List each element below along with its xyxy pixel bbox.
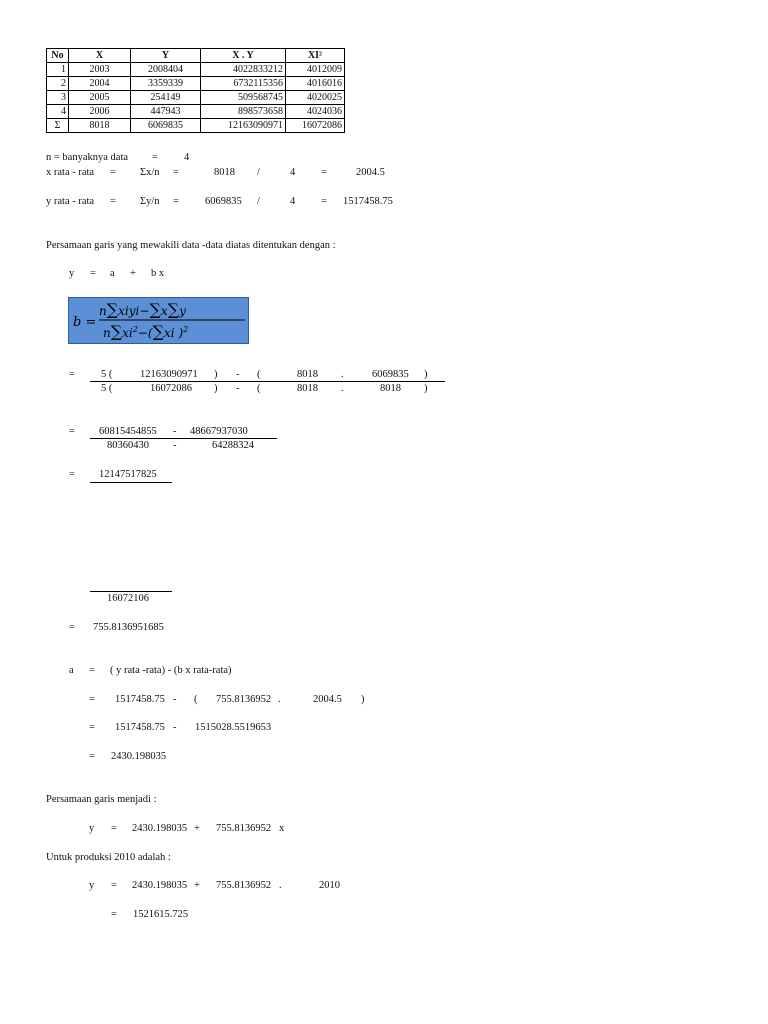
step1-den-end: )	[424, 383, 428, 394]
cell-y-total: 6069835	[131, 119, 201, 133]
step1-den-minus: -	[236, 383, 240, 394]
ybar-div: /	[257, 196, 260, 207]
model-eq: =	[90, 268, 96, 279]
step1-num-minus: -	[236, 369, 240, 380]
cell-no: 4	[47, 105, 69, 119]
final-a: 2430.198035	[132, 823, 188, 834]
slope-formula-graphic	[69, 298, 248, 343]
header-no: No	[47, 49, 69, 63]
model-a: a	[110, 268, 115, 279]
final-eq: =	[111, 823, 117, 834]
table-row	[47, 105, 345, 119]
a-l1-open: (	[194, 694, 198, 705]
ybar-eq2: =	[173, 196, 179, 207]
ybar-label: y rata - rata	[46, 196, 95, 207]
step2-den-b: 64288324	[212, 440, 254, 451]
xbar-result: 2004.5	[356, 167, 385, 178]
prod-eq: =	[111, 880, 117, 891]
n-equals: =	[152, 152, 158, 163]
step1-den-five: 5 (	[101, 383, 113, 394]
a-l1-dot: .	[278, 694, 281, 705]
a-l2-minus: -	[173, 722, 177, 733]
cell-x-total: 8018	[69, 119, 131, 133]
a-l1-eq: =	[89, 694, 95, 705]
header-x: X	[69, 49, 131, 63]
cell-xy-total: 12163090971	[201, 119, 286, 133]
xbar-num: 8018	[214, 167, 235, 178]
prod-title: Untuk produksi 2010 adalah :	[46, 852, 171, 863]
step2-fraction-bar	[90, 438, 277, 439]
a-expr: ( y rata -rata) - (b x rata-rata)	[110, 665, 232, 676]
cell-sigma: Σ	[47, 119, 69, 133]
step2-num-b: 48667937030	[190, 426, 248, 437]
a-l2-v1: 1517458.75	[115, 722, 165, 733]
step2-eq: =	[69, 426, 75, 437]
table-row	[47, 91, 345, 105]
xbar-formula: Ʃx/n	[140, 167, 160, 178]
cell-no: 3	[47, 91, 69, 105]
step1-num-end: )	[424, 369, 428, 380]
ybar-num: 6069835	[205, 196, 242, 207]
formula-numerator: n∑xiyi−∑x∑y	[99, 300, 186, 319]
step1-den-x: 8018	[297, 383, 318, 394]
step1-num-open: (	[257, 369, 261, 380]
xbar-eq2: =	[173, 167, 179, 178]
b-result-value: 755.8136951685	[93, 622, 164, 633]
step1-num-close: )	[214, 369, 218, 380]
prod-y: y	[89, 880, 95, 891]
final-title: Persamaan garis menjadi :	[46, 794, 157, 805]
cell-no: 2	[47, 77, 69, 91]
cell-x2: 4024036	[286, 105, 345, 119]
cell-xy: 898573658	[201, 105, 286, 119]
a-l2-eq: =	[89, 722, 95, 733]
step2-den-minus: -	[173, 440, 177, 451]
formula-denominator: $n\sum xi^2-(\sum xi$ )$^2$	[103, 322, 189, 341]
a-l1-v2: 755.8136952	[216, 694, 272, 705]
xbar-eq3: =	[321, 167, 327, 178]
step2-num-a: 60815454855	[99, 426, 157, 437]
step1-num-y: 6069835	[372, 369, 409, 380]
step3-eq: =	[69, 469, 75, 480]
prod-result-value: 1521615.725	[133, 909, 189, 920]
a-l3-v1: 2430.198035	[111, 751, 167, 762]
formula-lhs: b =	[73, 315, 97, 330]
a-eq: =	[89, 665, 95, 676]
xbar-eq1: =	[110, 167, 116, 178]
prod-plus: +	[194, 880, 200, 891]
cell-x2: 4020025	[286, 91, 345, 105]
final-y: y	[89, 823, 95, 834]
step1-num-xy: 12163090971	[140, 369, 198, 380]
step1-den-x-b: 8018	[380, 383, 401, 394]
prod-b: 755.8136952	[216, 880, 272, 891]
step1-num-dot: .	[341, 369, 344, 380]
prod-x: 2010	[319, 880, 340, 891]
cell-xy: 509568745	[201, 91, 286, 105]
cell-y: 254149	[131, 91, 201, 105]
ybar-eq1: =	[110, 196, 116, 207]
step1-num-x: 8018	[297, 369, 318, 380]
final-x: x	[279, 823, 285, 834]
step3-den: 16072106	[107, 593, 149, 604]
a-l1-v3: 2004.5	[313, 694, 342, 705]
prod-a: 2430.198035	[132, 880, 188, 891]
b-result-eq: =	[69, 622, 75, 633]
ybar-result: 1517458.75	[343, 196, 393, 207]
a-l3-eq: =	[89, 751, 95, 762]
xbar-label: x rata - rata	[46, 167, 95, 178]
cell-no: 1	[47, 63, 69, 77]
step1-den-close: )	[214, 383, 218, 394]
xbar-div: /	[257, 167, 260, 178]
prod-result-eq: =	[111, 909, 117, 920]
cell-x: 2005	[69, 91, 131, 105]
header-y: Y	[131, 49, 201, 63]
model-bx: b x	[151, 268, 165, 279]
xbar-den: 4	[290, 167, 296, 178]
model-y: y	[69, 268, 75, 279]
final-plus: +	[194, 823, 200, 834]
a-label: a	[69, 665, 74, 676]
final-b: 755.8136952	[216, 823, 272, 834]
n-value: 4	[184, 152, 190, 163]
cell-y: 447943	[131, 105, 201, 119]
model-plus: +	[130, 268, 136, 279]
step1-fraction-bar	[90, 381, 445, 382]
cell-xy: 4022833212	[201, 63, 286, 77]
cell-xy: 6732115356	[201, 77, 286, 91]
cell-x2: 4012009	[286, 63, 345, 77]
cell-x2: 4016016	[286, 77, 345, 91]
cell-y: 3359339	[131, 77, 201, 91]
ybar-formula: Ʃy/n	[140, 196, 160, 207]
a-l1-minus: -	[173, 694, 177, 705]
step1-eq: =	[69, 369, 75, 380]
table-total-row	[47, 119, 345, 133]
header-x-squared: XI²	[286, 49, 345, 63]
step3-fraction-bar	[90, 591, 172, 592]
step1-den-x2: 16072086	[150, 383, 192, 394]
step1-den-dot: .	[341, 383, 344, 394]
ybar-eq3: =	[321, 196, 327, 207]
step3-fraction-bar-top	[90, 482, 172, 483]
cell-y: 2008404	[131, 63, 201, 77]
table-header-row	[47, 49, 345, 63]
step3-num: 12147517825	[99, 469, 157, 480]
step2-num-minus: -	[173, 426, 177, 437]
data-table	[46, 48, 345, 133]
a-l1-close: )	[361, 694, 365, 705]
step1-num-five: 5 (	[101, 369, 113, 380]
prod-dot: .	[279, 880, 282, 891]
cell-x: 2006	[69, 105, 131, 119]
step2-den-a: 80360430	[107, 440, 149, 451]
table-row	[47, 77, 345, 91]
cell-x2-total: 16072086	[286, 119, 345, 133]
step1-den-open: (	[257, 383, 261, 394]
cell-x: 2004	[69, 77, 131, 91]
a-l2-v2: 1515028.5519653	[195, 722, 272, 733]
a-l1-v1: 1517458.75	[115, 694, 165, 705]
cell-x: 2003	[69, 63, 131, 77]
intro-text: Persamaan garis yang mewakili data -data diatas ditentukan dengan :	[46, 240, 336, 251]
table-row	[47, 63, 345, 77]
header-xy: X . Y	[201, 49, 286, 63]
n-label: n = banyaknya data	[46, 152, 129, 163]
slope-formula-box	[68, 297, 249, 344]
ybar-den: 4	[290, 196, 296, 207]
